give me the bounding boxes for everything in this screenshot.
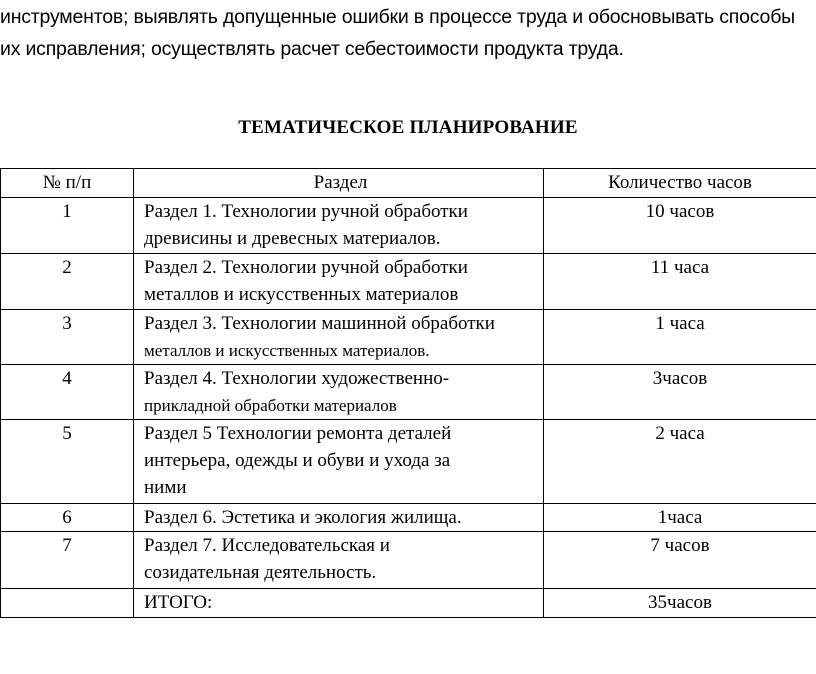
row-section	[134, 532, 544, 589]
row-hours: 11 часа	[544, 254, 816, 310]
row-section-line: Раздел 7. Исследовательская и	[144, 535, 390, 556]
total-hours: 35часов	[544, 589, 816, 618]
total-num	[1, 589, 134, 618]
table-row	[1, 504, 816, 532]
thematic-planning-table	[0, 168, 816, 618]
row-section	[134, 254, 544, 310]
row-section-line: ними	[144, 477, 187, 498]
row-hours: 3часов	[544, 365, 816, 420]
header-num: № п/п	[1, 169, 134, 198]
row-section-line: Раздел 6. Эстетика и экология жилища.	[144, 507, 462, 528]
intro-line-2: их исправления; осуществлять расчет себестоимости продукта труда.	[0, 38, 624, 60]
row-section-line: Раздел 2. Технологии ручной обработки	[144, 257, 468, 278]
row-section-line: древисины и древесных материалов.	[144, 228, 441, 249]
row-num: 4	[1, 365, 134, 420]
table-row	[1, 420, 816, 504]
row-section-line: созидательная деятельность.	[144, 562, 377, 583]
row-section-line: прикладной обработки материалов	[144, 396, 397, 415]
row-section-line: металлов и искусственных материалов.	[144, 341, 430, 360]
row-num: 1	[1, 198, 134, 254]
row-section-line: Раздел 4. Технологии художественно-	[144, 368, 450, 389]
row-section	[134, 365, 544, 420]
row-section-line: интерьера, одежды и обуви и ухода за	[144, 450, 451, 471]
row-section	[134, 310, 544, 365]
table-header-row	[1, 169, 816, 198]
page-title: ТЕМАТИЧЕСКОЕ ПЛАНИРОВАНИЕ	[238, 117, 578, 138]
row-hours: 7 часов	[544, 532, 816, 589]
row-num: 7	[1, 532, 134, 589]
row-num: 3	[1, 310, 134, 365]
table-row	[1, 365, 816, 420]
intro-paragraph	[0, 0, 816, 65]
row-section-line: Раздел 3. Технологии машинной обработки	[144, 313, 495, 334]
row-section	[134, 198, 544, 254]
header-hours: Количество часов	[544, 169, 816, 198]
row-num: 5	[1, 420, 134, 504]
table-row	[1, 532, 816, 589]
table-total-row	[1, 589, 816, 618]
table-row	[1, 254, 816, 310]
row-section-line: Раздел 1. Технологии ручной обработки	[144, 201, 468, 222]
row-hours: 1 часа	[544, 310, 816, 365]
row-hours: 1часа	[544, 504, 816, 532]
table-row	[1, 310, 816, 365]
row-hours: 10 часов	[544, 198, 816, 254]
row-section-line: металлов и искусственных материалов	[144, 284, 459, 305]
total-label: ИТОГО:	[134, 589, 544, 618]
row-num: 6	[1, 504, 134, 532]
row-section	[134, 420, 544, 504]
row-hours: 2 часа	[544, 420, 816, 504]
row-num: 2	[1, 254, 134, 310]
intro-line-1: инструментов; выявлять допущенные ошибки в процессе труда и обосновывать способы	[0, 6, 795, 28]
row-section	[134, 504, 544, 532]
row-section-line: Раздел 5 Технологии ремонта деталей	[144, 423, 452, 444]
header-section: Раздел	[134, 169, 544, 198]
table-row	[1, 198, 816, 254]
